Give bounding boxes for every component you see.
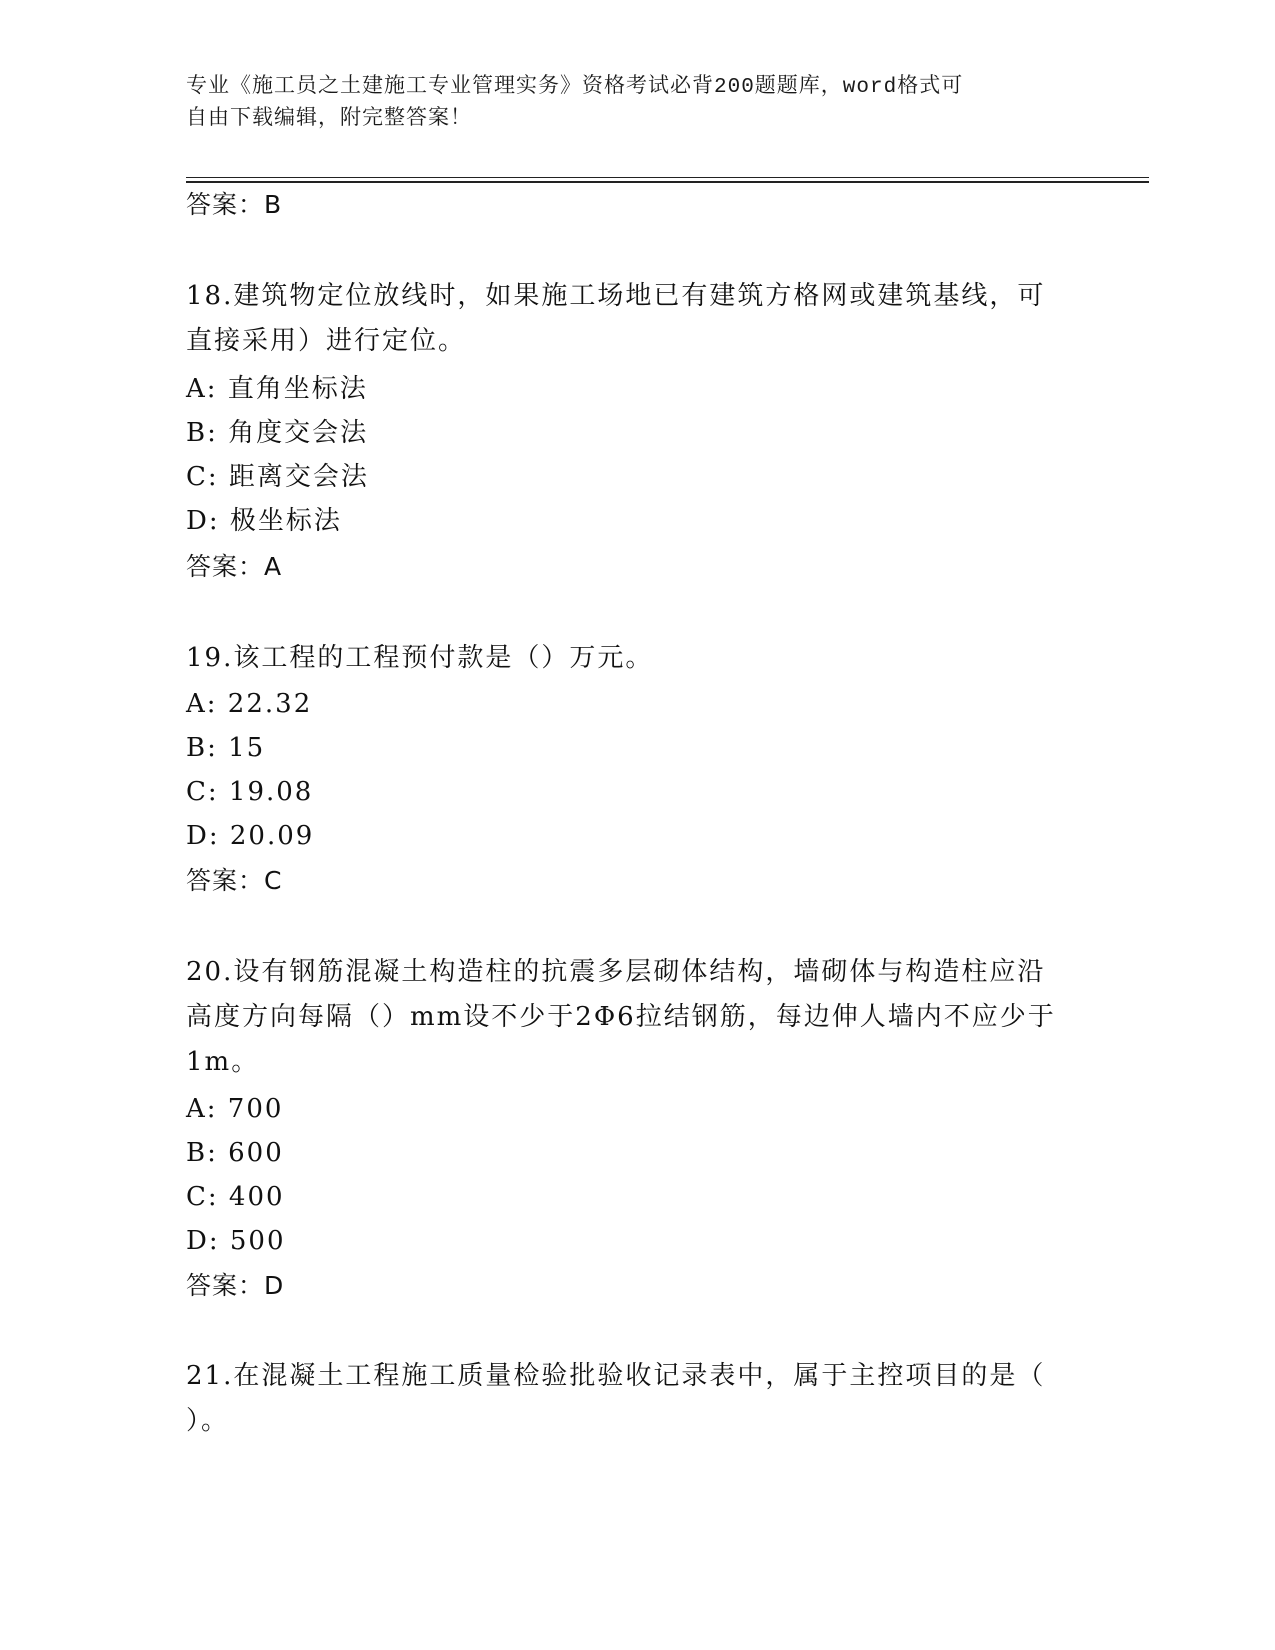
question-19 bbox=[186, 636, 1086, 681]
question-18 bbox=[186, 274, 1086, 364]
document-header bbox=[186, 72, 1066, 136]
question-20-option-d: D: 500 bbox=[186, 1226, 286, 1256]
header-divider-thick bbox=[186, 181, 1149, 183]
header-line-1: 专业《施工员之土建施工专业管理实务》资格考试必背200题题库，word格式可 bbox=[186, 76, 964, 99]
question-20-option-a: A: 700 bbox=[186, 1094, 284, 1124]
question-18-option-a: A: 直角坐标法 bbox=[186, 374, 368, 404]
question-20 bbox=[186, 950, 1086, 1085]
answer-20: 答案：D bbox=[186, 1271, 285, 1300]
question-21-line-1: 21.在混凝土工程施工质量检验批验收记录表中，属于主控项目的是（ bbox=[186, 1361, 1046, 1391]
question-18-option-b: B: 角度交会法 bbox=[186, 418, 369, 448]
answer-18: 答案：A bbox=[186, 552, 283, 581]
question-20-option-b: B: 600 bbox=[186, 1138, 284, 1168]
question-19-option-d: D: 20.09 bbox=[186, 821, 315, 851]
question-19-line-1: 19.该工程的工程预付款是（）万元。 bbox=[186, 643, 654, 673]
header-divider-thin bbox=[186, 177, 1149, 178]
question-18-option-d: D: 极坐标法 bbox=[186, 506, 342, 536]
question-19-option-c: C: 19.08 bbox=[186, 777, 314, 807]
question-20-line-3: 1m。 bbox=[186, 1047, 260, 1077]
question-18-line-2: 直接采用）进行定位。 bbox=[186, 326, 467, 356]
answer-17: 答案：B bbox=[186, 190, 283, 219]
answer-19: 答案：C bbox=[186, 866, 283, 895]
question-19-option-b: B: 15 bbox=[186, 733, 266, 763]
question-18-option-c: C: 距离交会法 bbox=[186, 462, 369, 492]
question-21-line-2: ）。 bbox=[186, 1406, 230, 1436]
question-19-option-a: A: 22.32 bbox=[186, 689, 313, 719]
header-line-2: 自由下载编辑，附完整答案！ bbox=[186, 108, 472, 131]
question-20-line-2: 高度方向每隔（）mm设不少于2Φ6拉结钢筋，每边伸人墙内不应少于 bbox=[186, 1002, 1056, 1032]
question-20-option-c: C: 400 bbox=[186, 1182, 285, 1212]
question-21 bbox=[186, 1354, 1086, 1444]
question-20-line-1: 20.设有钢筋混凝土构造柱的抗震多层砌体结构，墙砌体与构造柱应沿 bbox=[186, 957, 1046, 987]
question-18-line-1: 18.建筑物定位放线时，如果施工场地已有建筑方格网或建筑基线，可 bbox=[186, 281, 1046, 311]
